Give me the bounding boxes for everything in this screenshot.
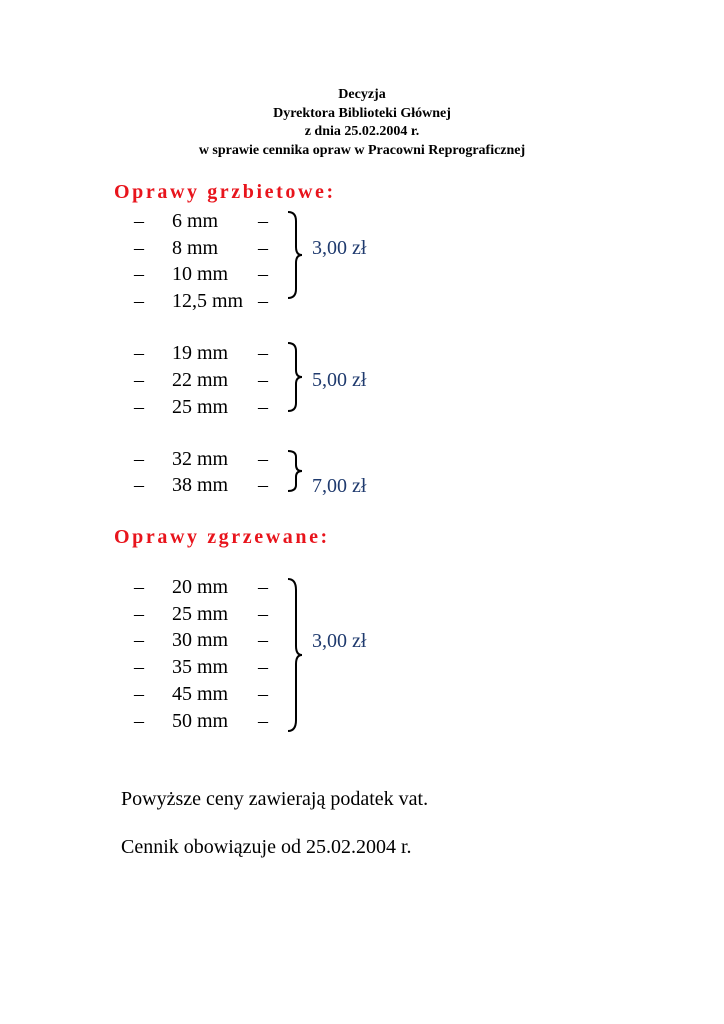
list-dash: – <box>258 603 268 625</box>
brace-group-20mm-50mm <box>287 578 303 732</box>
header-title: Decyzja <box>338 87 386 102</box>
list-dash: – <box>134 448 144 470</box>
price-label: 5,00 zł <box>312 369 367 391</box>
document-header <box>0 86 724 160</box>
size-label: 12,5 mm <box>172 290 244 312</box>
list-dash: – <box>134 290 144 312</box>
price-label: 7,00 zł <box>312 475 367 497</box>
header-issuer: Dyrektora Biblioteki Głównej <box>273 105 451 121</box>
size-label: 25 mm <box>172 396 229 418</box>
list-dash: – <box>134 369 144 391</box>
price-label: 3,00 zł <box>312 237 367 259</box>
list-dash: – <box>258 369 268 391</box>
size-label: 8 mm <box>172 237 219 259</box>
size-label: 20 mm <box>172 576 229 598</box>
brace-group-32mm-38mm <box>287 450 303 492</box>
size-label: 32 mm <box>172 448 229 470</box>
validity-note: Cennik obowiązuje od 25.02.2004 r. <box>121 836 412 858</box>
list-dash: – <box>258 656 268 678</box>
list-dash: – <box>134 396 144 418</box>
list-dash: – <box>134 683 144 705</box>
list-dash: – <box>134 474 144 496</box>
size-label: 45 mm <box>172 683 229 705</box>
size-label: 25 mm <box>172 603 229 625</box>
size-label: 50 mm <box>172 710 229 732</box>
list-dash: – <box>134 237 144 259</box>
list-dash: – <box>134 710 144 732</box>
list-dash: – <box>258 448 268 470</box>
list-dash: – <box>258 263 268 285</box>
size-label: 10 mm <box>172 263 229 285</box>
list-dash: – <box>134 342 144 364</box>
brace-group-19mm-25mm <box>287 342 303 412</box>
price-label: 3,00 zł <box>312 630 367 652</box>
list-dash: – <box>258 474 268 496</box>
list-dash: – <box>258 342 268 364</box>
list-dash: – <box>134 263 144 285</box>
list-dash: – <box>258 396 268 418</box>
list-dash: – <box>258 210 268 232</box>
list-dash: – <box>134 656 144 678</box>
list-dash: – <box>134 603 144 625</box>
size-label: 22 mm <box>172 369 229 391</box>
size-label: 30 mm <box>172 629 229 651</box>
list-dash: – <box>258 683 268 705</box>
section-title-grzbietowe: Oprawy grzbietowe: <box>114 181 336 203</box>
list-dash: – <box>258 290 268 312</box>
header-date: z dnia 25.02.2004 r. <box>304 124 420 139</box>
list-dash: – <box>134 576 144 598</box>
list-dash: – <box>134 629 144 651</box>
list-dash: – <box>134 210 144 232</box>
vat-note: Powyższe ceny zawierają podatek vat. <box>121 788 429 810</box>
section-title-zgrzewane: Oprawy zgrzewane: <box>114 526 330 548</box>
list-dash: – <box>258 237 268 259</box>
size-label: 6 mm <box>172 210 219 232</box>
header-subject: w sprawie cennika opraw w Pracowni Reprograficznej <box>198 142 526 158</box>
size-label: 38 mm <box>172 474 229 496</box>
size-label: 19 mm <box>172 342 229 364</box>
list-dash: – <box>258 710 268 732</box>
size-label: 35 mm <box>172 656 229 678</box>
brace-group-3mm-12mm <box>287 211 303 299</box>
list-dash: – <box>258 629 268 651</box>
list-dash: – <box>258 576 268 598</box>
